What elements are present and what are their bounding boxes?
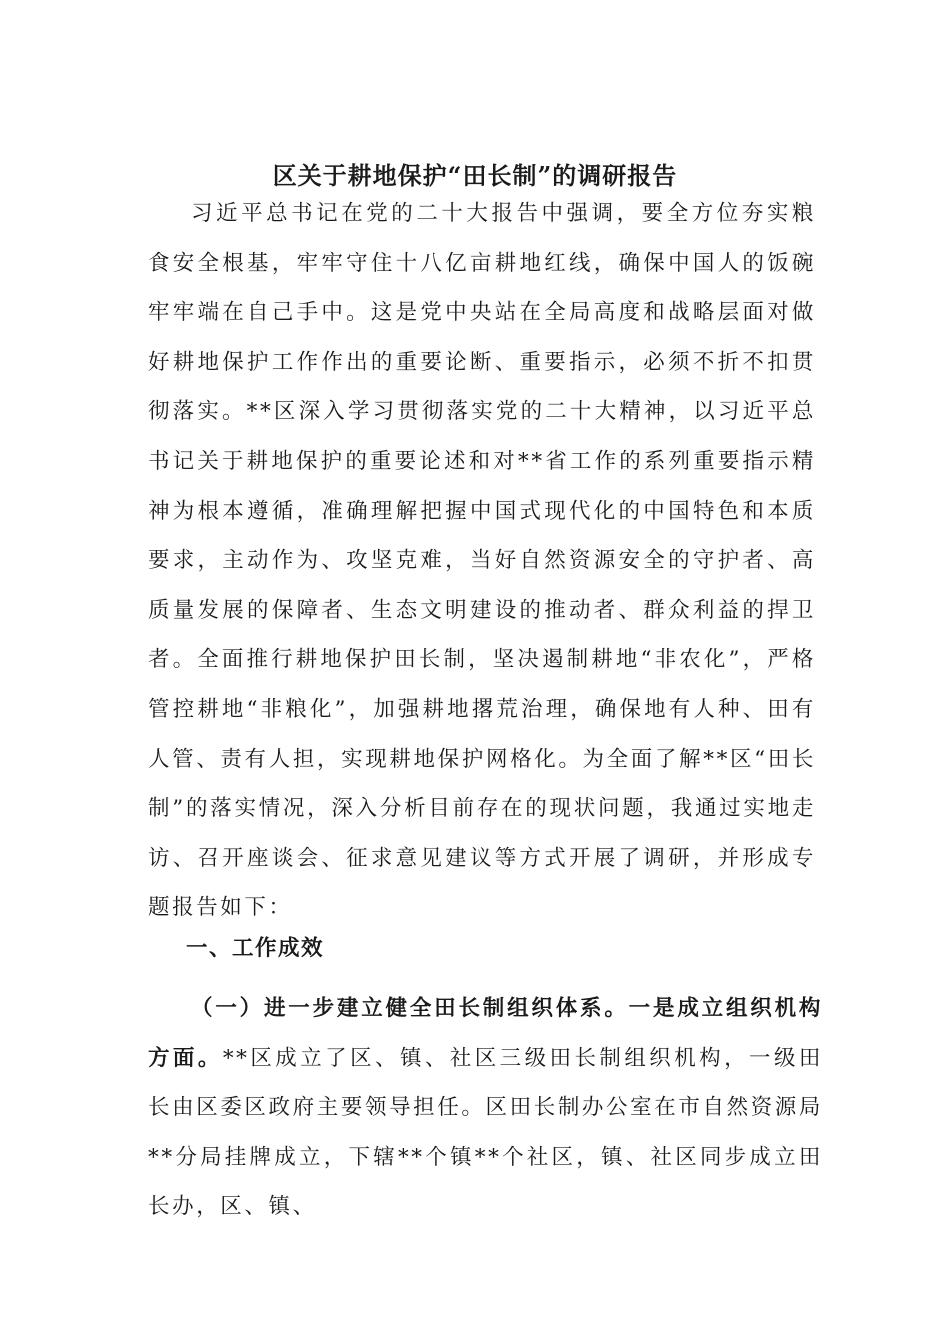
intro-paragraph: 习近平总书记在党的二十大报告中强调，要全方位夯实粮食安全根基，牢牢守住十八亿亩耕地红线，确保中国人的饭碗牢牢端在自己手中。这是党中央站在全局高度和战略层面对做好耕地保护工作作出的重要论断、重要指示，必须不折不扣贯彻落实。**区深入学习贯彻落实党的二十大精神，以习近平总书记关于耕地保护的重要论述和对**省工作的系列重要指示精神为根本遵循，准确理解把握中国式现代化的中国特色和本质要求，主动作为、攻坚克难，当好自然资源安全的守护者、高质量发展的保障者、生态文明建设的推动者、群众利益的捍卫者。全面推行耕地保护田长制，坚决遏制耕地“非农化”，严格管控耕地“非粮化”，加强耕地撂荒治理，确保地有人种、田有人管、责有人担，实现耕地保护网格化。为全面了解**区“田长制”的落实情况，深入分析目前存在的现状问题，我通过实地走访、召开座谈会、征求意见建议等方式开展了调研，并形成专题报告如下： <box>148 201 816 921</box>
subsection-paragraph-organization <box>148 984 823 1232</box>
subsection-body-text: **区成立了区、镇、社区三级田长制组织机构，一级田长由区委区政府主要领导担任。区田长制办公室在市自然资源局**分局挂牌成立，下辖**个镇**个社区，镇、社区同步成立田长办，区、镇、 <box>148 1045 823 1220</box>
subsection-bold-lead: （一）进一步建立健全田长制组织体系。一是成立组织机构方面。 <box>148 996 823 1071</box>
section-heading-work-results: 一、工作成效 <box>186 936 325 961</box>
page-title: 区关于耕地保护“田长制”的调研报告 <box>272 161 678 190</box>
